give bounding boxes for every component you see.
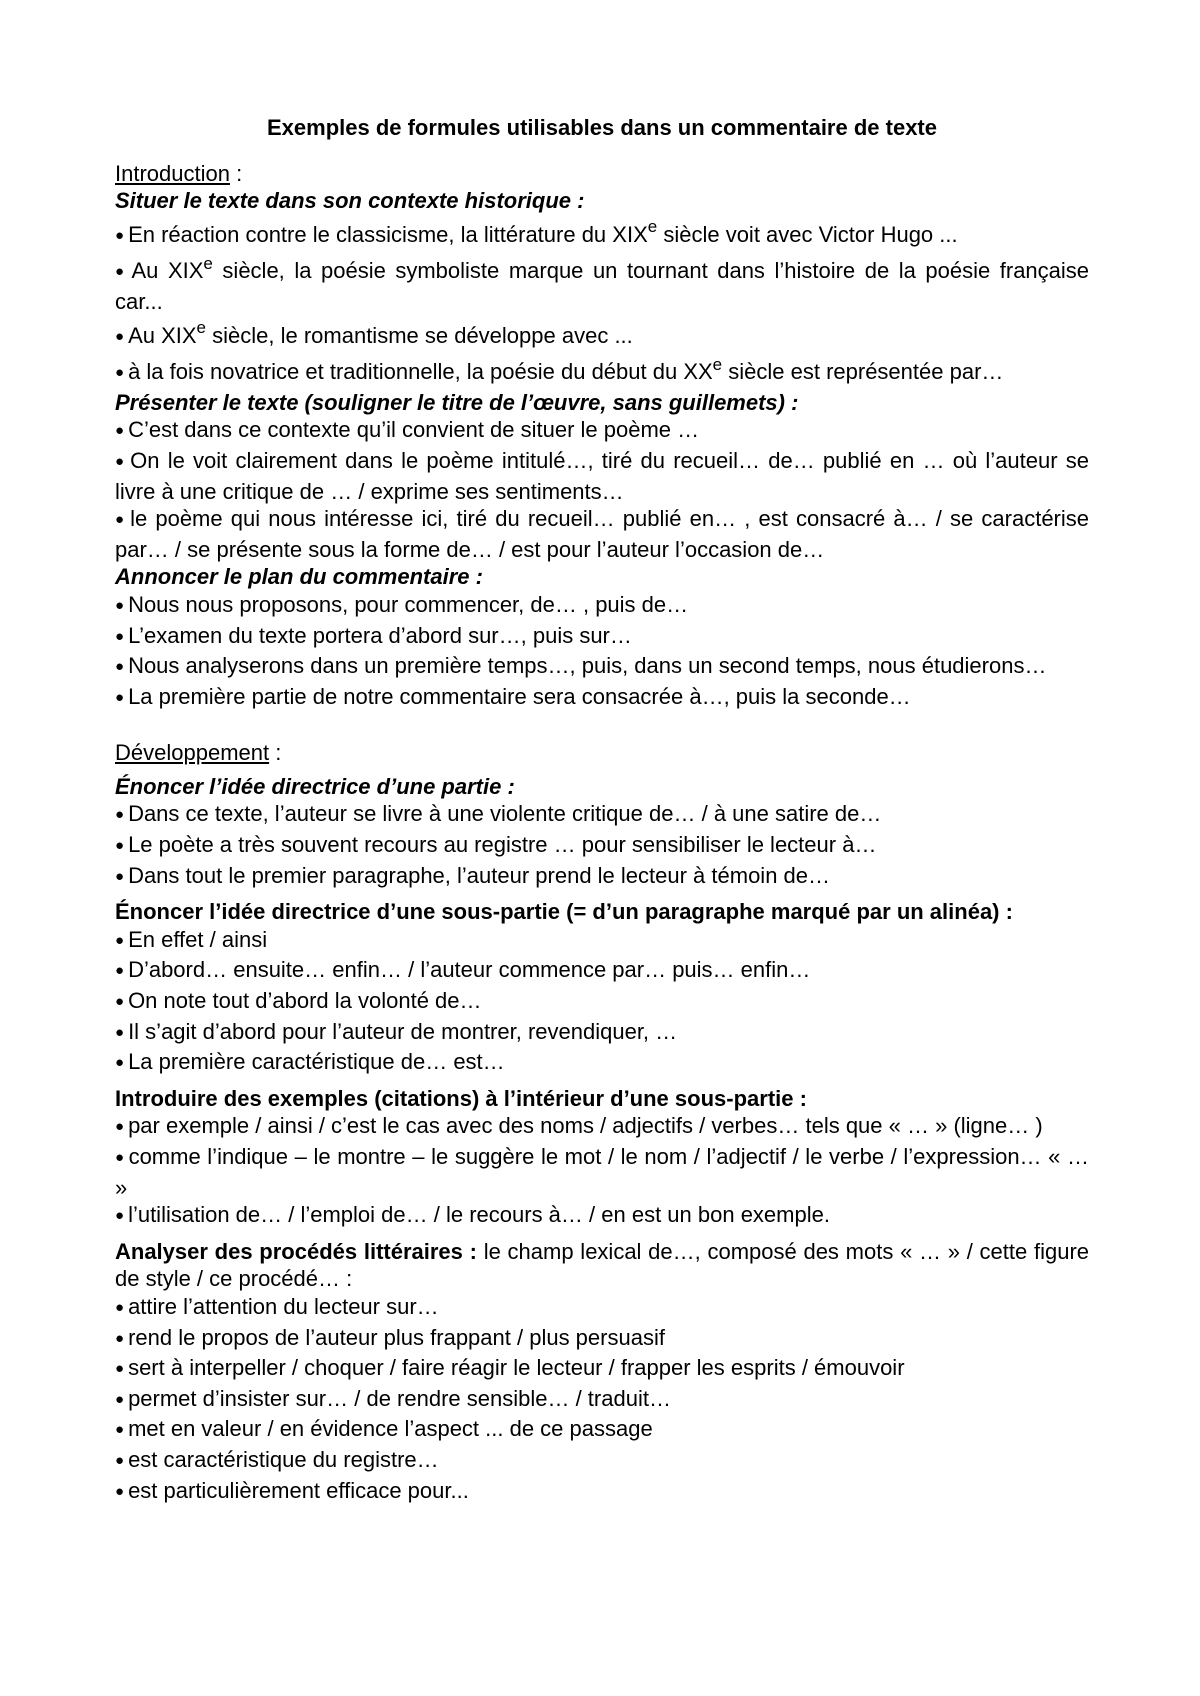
bullet-dot-icon: ● <box>115 1149 125 1166</box>
list-item: ● D’abord… ensuite… enfin… / l’auteur commence par… puis… enfin… <box>115 957 811 983</box>
bullet-dot-icon: ● <box>115 1390 125 1408</box>
souspartie-label: Énoncer l’idée directrice d’une sous-partie (= d’un paragraphe marqué par un alinéa) : <box>115 899 1013 925</box>
bullet-dot-icon: ● <box>115 226 125 244</box>
list-item: ● C’est dans ce contexte qu’il convient de situer le poème … <box>115 417 700 443</box>
annoncer-label: Annoncer le plan du commentaire : <box>115 564 483 590</box>
situer-label: Situer le texte dans son contexte historique : <box>115 188 585 214</box>
bullet-dot-icon: ● <box>115 1118 125 1136</box>
list-item: ● On le voit clairement dans le poème intitulé…, tiré du recueil… de… publié en … où l’auteur se livre à une critique de … / exprime ses sentiments… <box>115 447 1089 504</box>
list-item: ● La première caractéristique de… est… <box>115 1049 505 1075</box>
bullet-dot-icon: ● <box>115 263 128 281</box>
list-item: ● Dans ce texte, l’auteur se livre à une violente critique de… / à une satire de… <box>115 801 882 827</box>
list-item: ● Nous analyserons dans un première temps…, puis, dans un second temps, nous étudierons… <box>115 653 1047 679</box>
list-item: ● En effet / ainsi <box>115 926 268 952</box>
bullet-dot-icon: ● <box>115 688 125 706</box>
list-item: ● met en valeur / en évidence l’aspect ... de ce passage <box>115 1416 653 1442</box>
procedes-list <box>115 1293 1089 1507</box>
bullet-dot-icon: ● <box>115 327 125 345</box>
dev-heading-line <box>115 739 1089 767</box>
document-title: Exemples de formules utilisables dans un commentaire de texte <box>266 115 937 140</box>
bullet-dot-icon: ● <box>115 1023 125 1041</box>
procedes-label-line <box>115 1238 1089 1293</box>
bullet-dot-icon: ● <box>115 1207 125 1225</box>
list-item: ● comme l’indique – le montre – le suggère le mot / le nom / l’adjectif / le verbe / l’expression… « … » <box>115 1144 1090 1200</box>
list-item: ● La première partie de notre commentaire sera consacrée à…, puis la seconde… <box>115 683 911 709</box>
list-item: ● Le poète a très souvent recours au registre … pour sensibiliser le lecteur à… <box>115 832 877 858</box>
exemples-list <box>115 1112 1089 1231</box>
bullet-dot-icon: ● <box>115 1054 125 1072</box>
list-item: ● sert à interpeller / choquer / faire réagir le lecteur / frapper les esprits / émouvoir <box>115 1355 905 1381</box>
presenter-list <box>115 416 1089 563</box>
list-item: ● En réaction contre le classicisme, la littérature du XIXe siècle voit avec Victor Hugo ... <box>115 217 958 247</box>
bullet-dot-icon: ● <box>115 806 125 824</box>
list-item: ● Au XIXe siècle, la poésie symboliste marque un tournant dans l’histoire de la poésie française car... <box>115 254 1090 314</box>
procedes-label: Analyser des procédés littéraires : <box>115 1238 477 1264</box>
intro-heading-line <box>115 160 1089 188</box>
bullet-dot-icon: ● <box>115 1421 125 1439</box>
document-page <box>115 114 1089 1507</box>
list-item: ● attire l’attention du lecteur sur… <box>115 1293 439 1319</box>
list-item: ● à la fois novatrice et traditionnelle, la poésie du début du XXe siècle est représentée par… <box>115 354 1004 385</box>
bullet-dot-icon: ● <box>115 1360 125 1378</box>
bullet-dot-icon: ● <box>115 364 125 382</box>
intro-heading: Introduction <box>115 160 230 186</box>
presenter-label: Présenter le texte (souligner le titre de l’œuvre, sans guillemets) : <box>115 389 799 415</box>
list-item: ● Dans tout le premier paragraphe, l’auteur prend le lecteur à témoin de… <box>115 862 831 888</box>
list-item: ● le poème qui nous intéresse ici, tiré du recueil… publié en… , est consacré à… / se caractérise par… / se présente sous la forme de… / est pour l’auteur l’occasion de… <box>115 506 1090 562</box>
souspartie-list <box>115 926 1089 1079</box>
bullet-dot-icon: ● <box>115 596 125 614</box>
list-item: ● est caractéristique du registre… <box>115 1446 439 1472</box>
bullet-dot-icon: ● <box>115 422 125 440</box>
bullet-dot-icon: ● <box>115 962 125 980</box>
list-item: ● par exemple / ainsi / c’est le cas avec des noms / adjectifs / verbes… tels que « … » (ligne… ) <box>115 1113 1043 1139</box>
bullet-dot-icon: ● <box>115 452 127 470</box>
dev-heading-suffix: : <box>269 740 282 766</box>
bullet-dot-icon: ● <box>115 993 125 1011</box>
list-item: ● est particulièrement efficace pour... <box>115 1477 469 1503</box>
bullet-dot-icon: ● <box>115 511 127 529</box>
bullet-dot-icon: ● <box>115 1298 125 1316</box>
situer-list <box>115 217 1090 389</box>
bullet-dot-icon: ● <box>115 867 125 885</box>
intro-heading-suffix: : <box>229 160 243 186</box>
bullet-dot-icon: ● <box>115 1329 125 1347</box>
bullet-dot-icon: ● <box>115 837 125 855</box>
exemples-label: Introduire des exemples (citations) à l’intérieur d’une sous-partie : <box>115 1085 807 1111</box>
partie-label: Énoncer l’idée directrice d’une partie : <box>115 773 515 799</box>
annoncer-list <box>115 591 1089 713</box>
list-item: ● permet d’insister sur… / de rendre sensible… / traduit… <box>115 1385 671 1411</box>
list-item: ● Nous nous proposons, pour commencer, de… , puis de… <box>115 591 689 617</box>
partie-list <box>115 800 1089 892</box>
bullet-dot-icon: ● <box>115 1482 125 1500</box>
list-item: ● Il s’agit d’abord pour l’auteur de montrer, revendiquer, … <box>115 1018 678 1044</box>
bullet-dot-icon: ● <box>115 658 125 676</box>
dev-heading: Développement <box>115 740 270 766</box>
procedes-label-rest: le champ lexical de…, composé des mots « … » / cette figure de style / ce procédé… : <box>115 1238 1090 1292</box>
list-item: ● l’utilisation de… / l’emploi de… / le recours à… / en est un bon exemple. <box>115 1202 830 1228</box>
list-item: ● Au XIXe siècle, le romantisme se développe avec ... <box>115 318 633 348</box>
bullet-dot-icon: ● <box>115 627 125 645</box>
bullet-dot-icon: ● <box>115 1451 125 1469</box>
bullet-dot-icon: ● <box>115 931 125 949</box>
list-item: ● L’examen du texte portera d’abord sur…, puis sur… <box>115 622 632 648</box>
list-item: ● rend le propos de l’auteur plus frappant / plus persuasif <box>115 1324 665 1350</box>
list-item: ● On note tout d’abord la volonté de… <box>115 988 482 1014</box>
